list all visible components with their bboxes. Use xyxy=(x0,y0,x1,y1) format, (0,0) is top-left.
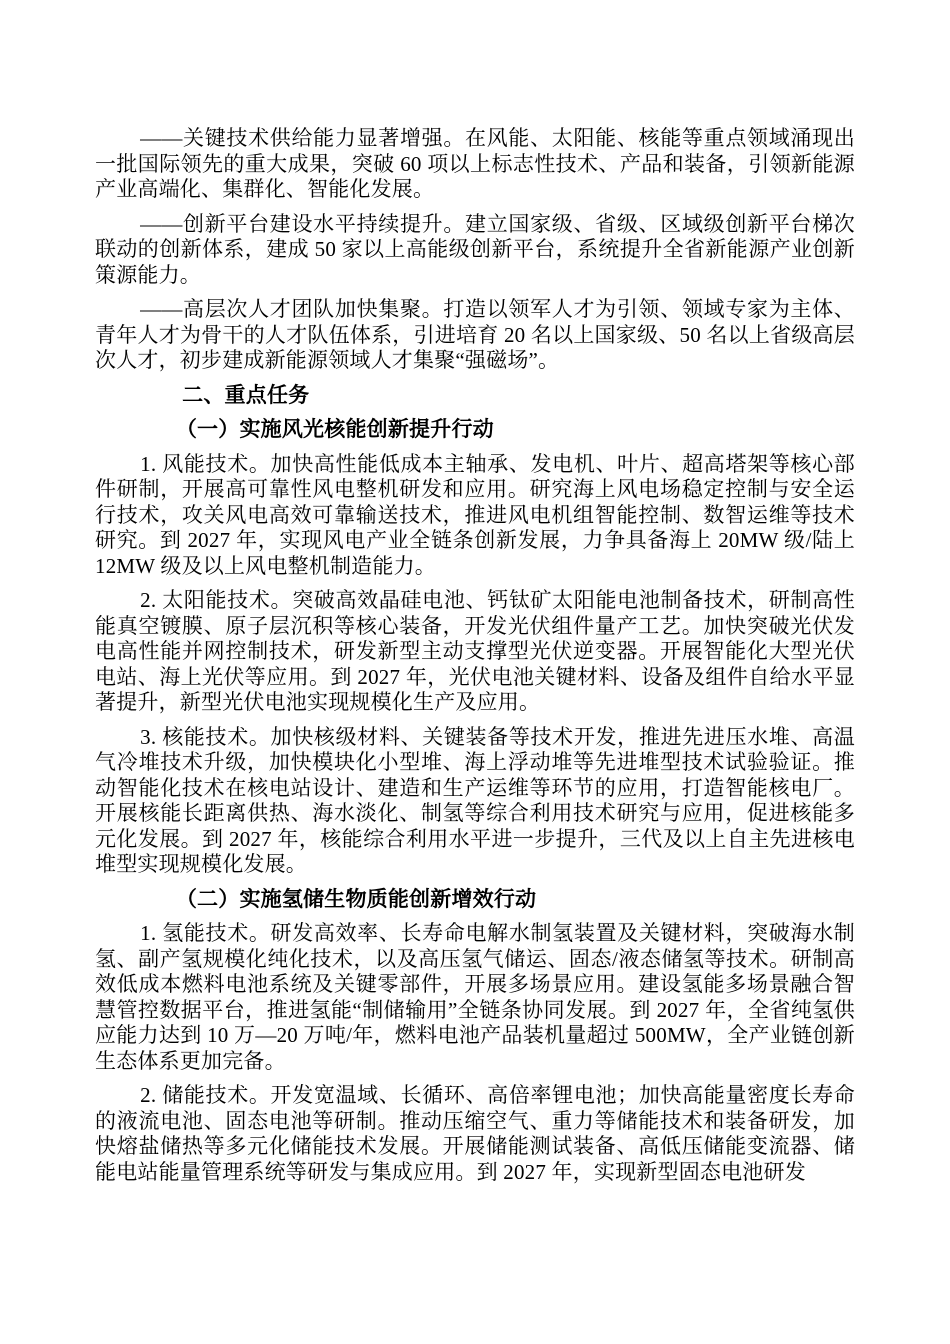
para-wind-technology: 1. 风能技术。加快高性能低成本主轴承、发电机、叶片、超高塔架等核心部件研制，开展高可靠性风电整机研发和应用。研究海上风电场稳定控制与安全运行技术，攻关风电高效可靠输送技术，推进风电机组智能控制、数智运维等技术研究。到 2027 年，实现风电产业全链条创新发展，力争具备海上 20MW 级/陆上 12MW 级及以上风电整机制造能力。 xyxy=(95,451,855,578)
para-nuclear-technology: 3. 核能技术。加快核级材料、关键装备等技术开发，推进先进压水堆、高温气冷堆技术升级，加快模块化小型堆、海上浮动堆等先进堆型技术试验验证。推动智能化技术在核电站设计、建造和生产运维等环节的应用，打造智能核电厂。开展核能长距离供热、海水淡化、制氢等综合利用技术研究与应用，促进核能多元化发展。到 2027 年，核能综合利用水平进一步提升，三代及以上自主先进核电堆型实现规模化发展。 xyxy=(95,724,855,876)
heading-action-wind-solar-nuclear: （一）实施风光核能创新提升行动 xyxy=(175,418,494,441)
heading-action-hydrogen-storage-biomass: （二）实施氢储生物质能创新增效行动 xyxy=(175,887,537,911)
para-innovation-platform: ——创新平台建设水平持续提升。建立国家级、省级、区域级创新平台梯次联动的创新体系，建成 50 家以上高能级创新平台，系统提升全省新能源产业创新策源能力。 xyxy=(95,211,855,287)
para-solar-technology: 2. 太阳能技术。突破高效晶硅电池、钙钛矿太阳能电池制备技术，研制高性能真空镀膜、原子层沉积等核心装备，开发光伏组件量产工艺。加快突破光伏发电高性能并网控制技术，研发新型主动支撑型光伏逆变器。开展智能化大型光伏电站、海上光伏等应用。到 2027 年，光伏电池关键材料、设备及组件自给水平显著提升，新型光伏电池实现规模化生产及应用。 xyxy=(95,588,855,714)
para-talent-teams: ——高层次人才团队加快集聚。打造以领军人才为引领、领域专家为主体、青年人才为骨干的人才队伍体系，引进培育 20 名以上国家级、50 名以上省级高层次人才，初步建成新能源领域人才集聚“强磁场”。 xyxy=(95,297,855,372)
para-key-tech-supply: ——关键技术供给能力显著增强。在风能、太阳能、核能等重点领域涌现出一批国际领先的重大成果，突破 60 项以上标志性技术、产品和装备，引领新能源产业高端化、集群化、智能化发展。 xyxy=(95,126,855,201)
para-hydrogen-technology: 1. 氢能技术。研发高效率、长寿命电解水制氢装置及关键材料，突破海水制氢、副产氢规模化纯化技术，以及高压氢气储运、固态/液态储氢等技术。研制高效低成本燃料电池系统及关键零部件，开展多场景应用。建设氢能多场景融合智慧管控数据平台，推进氢能“制储输用”全链条协同发展。到 2027 年，全省纯氢供应能力达到 10 万—20 万吨/年，燃料电池产品装机量超过 500MW，全产业链创新生态体系更加完备。 xyxy=(95,921,855,1073)
para-energy-storage-technology: 2. 储能技术。开发宽温域、长循环、高倍率锂电池；加快高能量密度长寿命的液流电池、固态电池等研制。推动压缩空气、重力等储能技术和装备研发，加快熔盐储热等多元化储能技术发展。开展储能测试装备、高低压储能变流器、储能电站能量管理系统等研发与集成应用。到 2027 年，实现新型固态电池研发 xyxy=(95,1083,855,1184)
heading-key-tasks: 二、重点任务 xyxy=(182,383,310,407)
